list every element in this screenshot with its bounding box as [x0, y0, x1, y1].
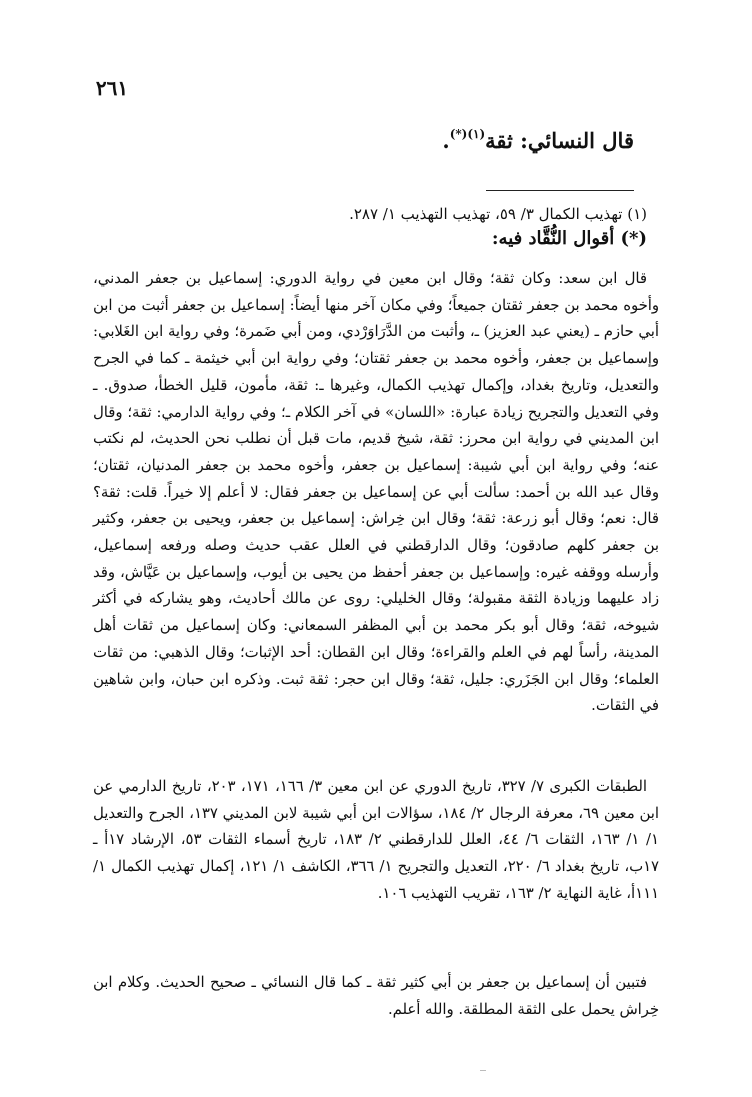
- main-statement: [442, 128, 634, 153]
- main-statement-text: قال النسائي: ثقة: [485, 128, 634, 153]
- footnote-reference: (١)(*): [449, 127, 486, 141]
- footnote-1: (١) تهذيب الكمال ٣/ ٥٩، تهذيب التهذيب ١/ ٢٨٧.: [349, 205, 647, 223]
- scan-mark: [480, 1070, 486, 1071]
- sources-paragraph: الطبقات الكبرى ٧/ ٣٢٧، تاريخ الدوري عن ابن معين ٣/ ١٦٦، ١٧١، ٢٠٣، تاريخ الدارمي عن ابن معين ٦٩، معرفة الرجال ٢/ ١٨٤، سؤالات ابن أبي شيبة لابن المديني ١٣٧، الجرح والتعديل ١/ ١/ ١٦٣، الثقات ٦/ ٤٤، العلل للدارقطني ٢/ ١٨٣، تاريخ أسماء الثقات ٥٣، الإرشاد ١٧أ ـ ١٧ب، تاريخ بغداد ٦/ ٢٢٠، التعديل والتجريح ١/ ٣٦٦، الكاشف ١/ ١٢١، إكمال تهذيب الكمال ١/ ١١١أ، غاية النهاية ٢/ ١٦٣، تقريب التهذيب ١٠٦.: [93, 778, 660, 902]
- main-statement-end: .: [442, 128, 450, 153]
- critics-opinions-paragraph: قال ابن سعد: وكان ثقة؛ وقال ابن معين في رواية الدوري: إسماعيل بن جعفر المدني، وأخوه محمد بن جعفر ثقتان جميعاً؛ وفي مكان آخر منها أيضاً: إسماعيل بن جعفر أثبت من ابن أبي حازم ـ (يعني عبد العزيز) ـ، وأثبت من الدَّرَاوَرْدي، ومن أبي ضَمرة؛ وفي رواية ابن الغَلابي: وإسماعيل بن جعفر، وأخوه محمد بن جعفر ثقتان؛ وفي رواية ابن أبي خيثمة ـ كما في الجرح والتعديل، وتاريخ بغداد، وإكمال تهذيب الكمال، وغيرها ـ: ثقة، مأمون، قليل الخطأ، صدوق. ـ وفي التعديل والتجريح زيادة عبارة: «اللسان» في آخر الكلام ـ؛ وفي رواية الدارمي: ثقة؛ وقال ابن المديني في رواية ابن محرز: ثقة، شيخ قديم، مات قبل أن نطلب نحن الحديث، لم نكتب عنه؛ وفي رواية ابن أبي شيبة: إسماعيل بن جعفر، وأخوه محمد بن جعفر المدنيان، ثقتان؛ وقال عبد الله بن أحمد: سألت أبي عن إسماعيل بن جعفر فقال: لا أعلم إلا خيراً. قلت: ثقة؟ قال: نعم؛ وقال أبو زرعة: ثقة؛ وقال ابن خِراش: إسماعيل بن جعفر، ويحيى بن جعفر، وكثير بن جعفر كلهم صادقون؛ وقال الدارقطني في العلل عقب حديث وصله ورفعه إسماعيل، وأرسله ووقفه غيره: وإسماعيل بن جعفر أحفظ من يحيى بن أيوب، وإسماعيل بن عَيَّاش، وقد زاد عليهما وزيادة الثقة مقبولة؛ وقال الخليلي: روى عن مالك أحاديث، وهو يشاركه في أكثر شيوخه، ثقة؛ وقال أبو بكر محمد بن أبي المظفر السمعاني: وكان إسماعيل من ثقات أهل المدينة، رأساً لهم في العلم والقراءة؛ وقال ابن القطان: أحد الإثبات؛ وقال الذهبي: من ثقات العلماء؛ وقال ابن الجَزَري: جليل، ثقة؛ وقال ابن حجر: ثقة ثبت. وذكره ابن حبان، وابن شاهين في الثقات.: [93, 270, 659, 715]
- page-number: ٢٦١: [95, 76, 129, 100]
- conclusion-paragraph: فتبين أن إسماعيل بن جعفر بن أبي كثير ثقة ـ كما قال النسائي ـ صحيح الحديث. وكلام ابن خِراش يحمل على الثقة المطلقة. والله أعلم.: [93, 974, 659, 1018]
- critics-heading: (*) أقوال النُّقَّاد فيه:: [491, 228, 647, 249]
- footnote-separator: [486, 190, 634, 191]
